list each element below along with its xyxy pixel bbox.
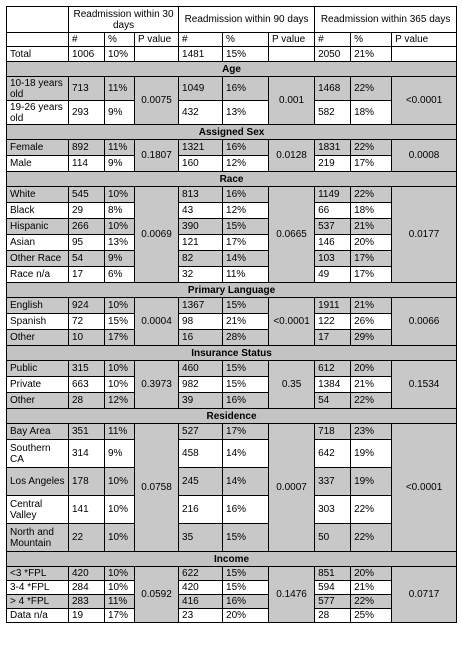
count-cell: 416	[179, 595, 223, 609]
percent-cell: 10%	[105, 298, 135, 314]
percent-cell: 20%	[223, 609, 269, 623]
total-num-365: 2050	[315, 47, 351, 62]
percent-cell: 17%	[105, 609, 135, 623]
table-row	[7, 314, 457, 330]
count-cell: 22	[69, 524, 105, 552]
pvalue-cell: 0.0069	[135, 187, 179, 283]
header-pct-90: %	[223, 33, 269, 47]
count-cell: 28	[315, 609, 351, 623]
percent-cell: 21%	[351, 219, 392, 235]
count-cell: 66	[315, 203, 351, 219]
row-label: 19-26 years old	[7, 101, 69, 125]
pvalue-cell: <0.0001	[392, 424, 457, 552]
count-cell: 337	[315, 468, 351, 496]
pvalue-cell: 0.0592	[135, 567, 179, 623]
percent-cell: 16%	[223, 393, 269, 409]
count-cell: 284	[69, 581, 105, 595]
count-cell: 813	[179, 187, 223, 203]
readmission-table-container	[6, 6, 456, 623]
count-cell: 420	[69, 567, 105, 581]
count-cell: 17	[69, 267, 105, 283]
count-cell: 10	[69, 330, 105, 346]
section-title: Income	[7, 552, 457, 567]
count-cell: 1468	[315, 77, 351, 101]
section-title: Residence	[7, 409, 457, 424]
percent-cell: 22%	[351, 77, 392, 101]
pvalue-cell: 0.1476	[269, 567, 315, 623]
percent-cell: 26%	[351, 314, 392, 330]
pvalue-cell: 0.0007	[269, 424, 315, 552]
table-row	[7, 468, 457, 496]
section-header-row	[7, 172, 457, 187]
count-cell: 314	[69, 440, 105, 468]
row-label: 10-18 years old	[7, 77, 69, 101]
table-row	[7, 187, 457, 203]
percent-cell: 13%	[223, 101, 269, 125]
header-365-days: Readmission within 365 days	[315, 7, 457, 33]
percent-cell: 10%	[105, 377, 135, 393]
percent-cell: 18%	[351, 101, 392, 125]
count-cell: 245	[179, 468, 223, 496]
count-cell: 458	[179, 440, 223, 468]
row-label: Southern CA	[7, 440, 69, 468]
table-row	[7, 361, 457, 377]
count-cell: 718	[315, 424, 351, 440]
percent-cell: 16%	[223, 595, 269, 609]
total-pval-30	[135, 47, 179, 62]
count-cell: 1321	[179, 140, 223, 156]
pvalue-cell: 0.0075	[135, 77, 179, 125]
pvalue-cell: 0.0717	[392, 567, 457, 623]
row-label: Bay Area	[7, 424, 69, 440]
count-cell: 141	[69, 496, 105, 524]
row-label: Female	[7, 140, 69, 156]
count-cell: 266	[69, 219, 105, 235]
percent-cell: 22%	[351, 595, 392, 609]
percent-cell: 20%	[351, 567, 392, 581]
count-cell: 1831	[315, 140, 351, 156]
row-label: Other	[7, 393, 69, 409]
row-label: Los Angeles	[7, 468, 69, 496]
total-pval-90	[269, 47, 315, 62]
count-cell: 54	[315, 393, 351, 409]
table-row	[7, 609, 457, 623]
header-pval-365: P value	[392, 33, 457, 47]
percent-cell: 10%	[105, 524, 135, 552]
table-row	[7, 203, 457, 219]
section-title: Insurance Status	[7, 346, 457, 361]
row-label: Asian	[7, 235, 69, 251]
row-label: Hispanic	[7, 219, 69, 235]
row-label: North and Mountain	[7, 524, 69, 552]
header-sub-row	[7, 33, 457, 47]
total-pval-365	[392, 47, 457, 62]
row-label: Public	[7, 361, 69, 377]
table-row	[7, 567, 457, 581]
percent-cell: 10%	[105, 581, 135, 595]
pvalue-cell: <0.0001	[269, 298, 315, 346]
percent-cell: 20%	[351, 235, 392, 251]
count-cell: 121	[179, 235, 223, 251]
count-cell: 23	[179, 609, 223, 623]
count-cell: 283	[69, 595, 105, 609]
count-cell: 95	[69, 235, 105, 251]
count-cell: 924	[69, 298, 105, 314]
pvalue-cell: 0.0665	[269, 187, 315, 283]
count-cell: 582	[315, 101, 351, 125]
percent-cell: 15%	[223, 361, 269, 377]
table-row	[7, 235, 457, 251]
percent-cell: 10%	[105, 187, 135, 203]
percent-cell: 10%	[105, 496, 135, 524]
table-row	[7, 219, 457, 235]
table-row	[7, 77, 457, 101]
pvalue-cell: 0.35	[269, 361, 315, 409]
table-row	[7, 496, 457, 524]
table-row	[7, 424, 457, 440]
percent-cell: 9%	[105, 156, 135, 172]
header-90-days: Readmission within 90 days	[179, 7, 315, 33]
pvalue-cell: 0.1807	[135, 140, 179, 172]
percent-cell: 21%	[223, 314, 269, 330]
count-cell: 622	[179, 567, 223, 581]
percent-cell: 17%	[351, 251, 392, 267]
header-pct-365: %	[351, 33, 392, 47]
percent-cell: 11%	[105, 77, 135, 101]
percent-cell: 21%	[351, 581, 392, 595]
count-cell: 28	[69, 393, 105, 409]
percent-cell: 14%	[223, 251, 269, 267]
count-cell: 29	[69, 203, 105, 219]
count-cell: 612	[315, 361, 351, 377]
percent-cell: 11%	[105, 424, 135, 440]
row-label: 3-4 *FPL	[7, 581, 69, 595]
percent-cell: 22%	[351, 140, 392, 156]
percent-cell: 17%	[351, 156, 392, 172]
percent-cell: 14%	[223, 440, 269, 468]
pvalue-cell: 0.3973	[135, 361, 179, 409]
total-num-90: 1481	[179, 47, 223, 62]
readmission-table	[6, 6, 457, 623]
section-header-row	[7, 409, 457, 424]
count-cell: 50	[315, 524, 351, 552]
total-pct-30: 10%	[105, 47, 135, 62]
row-label: English	[7, 298, 69, 314]
percent-cell: 9%	[105, 101, 135, 125]
header-pct-30: %	[105, 33, 135, 47]
percent-cell: 22%	[351, 524, 392, 552]
percent-cell: 17%	[223, 235, 269, 251]
total-label: Total	[7, 47, 69, 62]
row-label: Spanish	[7, 314, 69, 330]
percent-cell: 12%	[105, 393, 135, 409]
row-label: Other Race	[7, 251, 69, 267]
section-header-row	[7, 346, 457, 361]
count-cell: 19	[69, 609, 105, 623]
count-cell: 460	[179, 361, 223, 377]
percent-cell: 15%	[223, 581, 269, 595]
header-pval-30: P value	[135, 33, 179, 47]
pvalue-cell: 0.0758	[135, 424, 179, 552]
percent-cell: 12%	[223, 203, 269, 219]
count-cell: 545	[69, 187, 105, 203]
percent-cell: 11%	[105, 595, 135, 609]
percent-cell: 13%	[105, 235, 135, 251]
percent-cell: 16%	[223, 496, 269, 524]
percent-cell: 15%	[223, 377, 269, 393]
percent-cell: 10%	[105, 219, 135, 235]
row-label: Male	[7, 156, 69, 172]
percent-cell: 22%	[351, 393, 392, 409]
count-cell: 114	[69, 156, 105, 172]
count-cell: 39	[179, 393, 223, 409]
count-cell: 537	[315, 219, 351, 235]
count-cell: 432	[179, 101, 223, 125]
count-cell: 982	[179, 377, 223, 393]
percent-cell: 15%	[105, 314, 135, 330]
percent-cell: 17%	[351, 267, 392, 283]
header-sub-blank	[7, 33, 69, 47]
percent-cell: 19%	[351, 440, 392, 468]
percent-cell: 16%	[223, 140, 269, 156]
pvalue-cell: 0.0004	[135, 298, 179, 346]
percent-cell: 6%	[105, 267, 135, 283]
header-pval-90: P value	[269, 33, 315, 47]
percent-cell: 21%	[351, 298, 392, 314]
count-cell: 1384	[315, 377, 351, 393]
count-cell: 594	[315, 581, 351, 595]
percent-cell: 20%	[351, 361, 392, 377]
percent-cell: 11%	[223, 267, 269, 283]
pvalue-cell: 0.0177	[392, 187, 457, 283]
percent-cell: 22%	[351, 187, 392, 203]
percent-cell: 15%	[223, 567, 269, 581]
header-num-30: #	[69, 33, 105, 47]
table-row	[7, 440, 457, 468]
table-row	[7, 267, 457, 283]
percent-cell: 10%	[105, 567, 135, 581]
row-label: Black	[7, 203, 69, 219]
table-row	[7, 524, 457, 552]
count-cell: 351	[69, 424, 105, 440]
percent-cell: 21%	[351, 377, 392, 393]
percent-cell: 14%	[223, 468, 269, 496]
row-label: Data n/a	[7, 609, 69, 623]
percent-cell: 10%	[105, 361, 135, 377]
percent-cell: 16%	[223, 187, 269, 203]
count-cell: 1911	[315, 298, 351, 314]
percent-cell: 19%	[351, 468, 392, 496]
pvalue-cell: 0.001	[269, 77, 315, 125]
pvalue-cell: 0.1534	[392, 361, 457, 409]
count-cell: 216	[179, 496, 223, 524]
total-pct-365: 21%	[351, 47, 392, 62]
percent-cell: 16%	[223, 77, 269, 101]
count-cell: 420	[179, 581, 223, 595]
count-cell: 72	[69, 314, 105, 330]
table-row	[7, 581, 457, 595]
percent-cell: 12%	[223, 156, 269, 172]
percent-cell: 17%	[105, 330, 135, 346]
table-row	[7, 101, 457, 125]
count-cell: 293	[69, 101, 105, 125]
count-cell: 43	[179, 203, 223, 219]
count-cell: 16	[179, 330, 223, 346]
percent-cell: 23%	[351, 424, 392, 440]
pvalue-cell: <0.0001	[392, 77, 457, 125]
row-label: > 4 *FPL	[7, 595, 69, 609]
count-cell: 1049	[179, 77, 223, 101]
header-num-90: #	[179, 33, 223, 47]
section-title: Assigned Sex	[7, 125, 457, 140]
percent-cell: 22%	[351, 496, 392, 524]
table-row	[7, 140, 457, 156]
count-cell: 713	[69, 77, 105, 101]
section-title: Age	[7, 62, 457, 77]
row-label: Race n/a	[7, 267, 69, 283]
table-row	[7, 330, 457, 346]
pvalue-cell: 0.0066	[392, 298, 457, 346]
count-cell: 315	[69, 361, 105, 377]
count-cell: 527	[179, 424, 223, 440]
percent-cell: 15%	[223, 219, 269, 235]
count-cell: 642	[315, 440, 351, 468]
percent-cell: 15%	[223, 524, 269, 552]
pvalue-cell: 0.0128	[269, 140, 315, 172]
row-label: <3 *FPL	[7, 567, 69, 581]
row-label: Private	[7, 377, 69, 393]
count-cell: 54	[69, 251, 105, 267]
count-cell: 219	[315, 156, 351, 172]
table-row	[7, 156, 457, 172]
pvalue-cell: 0.0008	[392, 140, 457, 172]
count-cell: 103	[315, 251, 351, 267]
percent-cell: 18%	[351, 203, 392, 219]
count-cell: 390	[179, 219, 223, 235]
count-cell: 82	[179, 251, 223, 267]
section-header-row	[7, 552, 457, 567]
count-cell: 32	[179, 267, 223, 283]
header-blank	[7, 7, 69, 33]
percent-cell: 28%	[223, 330, 269, 346]
total-pct-90: 15%	[223, 47, 269, 62]
percent-cell: 9%	[105, 251, 135, 267]
count-cell: 663	[69, 377, 105, 393]
count-cell: 892	[69, 140, 105, 156]
row-label: White	[7, 187, 69, 203]
percent-cell: 15%	[223, 298, 269, 314]
percent-cell: 10%	[105, 468, 135, 496]
total-row	[7, 47, 457, 62]
table-row	[7, 251, 457, 267]
header-30-days: Readmission within 30 days	[69, 7, 179, 33]
count-cell: 146	[315, 235, 351, 251]
header-group-row	[7, 7, 457, 33]
count-cell: 35	[179, 524, 223, 552]
count-cell: 122	[315, 314, 351, 330]
section-header-row	[7, 283, 457, 298]
section-header-row	[7, 125, 457, 140]
table-row	[7, 595, 457, 609]
percent-cell: 25%	[351, 609, 392, 623]
count-cell: 178	[69, 468, 105, 496]
table-row	[7, 393, 457, 409]
percent-cell: 11%	[105, 140, 135, 156]
total-num-30: 1006	[69, 47, 105, 62]
count-cell: 1367	[179, 298, 223, 314]
header-num-365: #	[315, 33, 351, 47]
table-row	[7, 298, 457, 314]
count-cell: 160	[179, 156, 223, 172]
section-title: Primary Language	[7, 283, 457, 298]
count-cell: 49	[315, 267, 351, 283]
percent-cell: 9%	[105, 440, 135, 468]
table-row	[7, 377, 457, 393]
count-cell: 577	[315, 595, 351, 609]
row-label: Central Valley	[7, 496, 69, 524]
count-cell: 1149	[315, 187, 351, 203]
count-cell: 17	[315, 330, 351, 346]
percent-cell: 17%	[223, 424, 269, 440]
percent-cell: 29%	[351, 330, 392, 346]
row-label: Other	[7, 330, 69, 346]
percent-cell: 8%	[105, 203, 135, 219]
count-cell: 303	[315, 496, 351, 524]
section-title: Race	[7, 172, 457, 187]
section-header-row	[7, 62, 457, 77]
count-cell: 851	[315, 567, 351, 581]
count-cell: 98	[179, 314, 223, 330]
